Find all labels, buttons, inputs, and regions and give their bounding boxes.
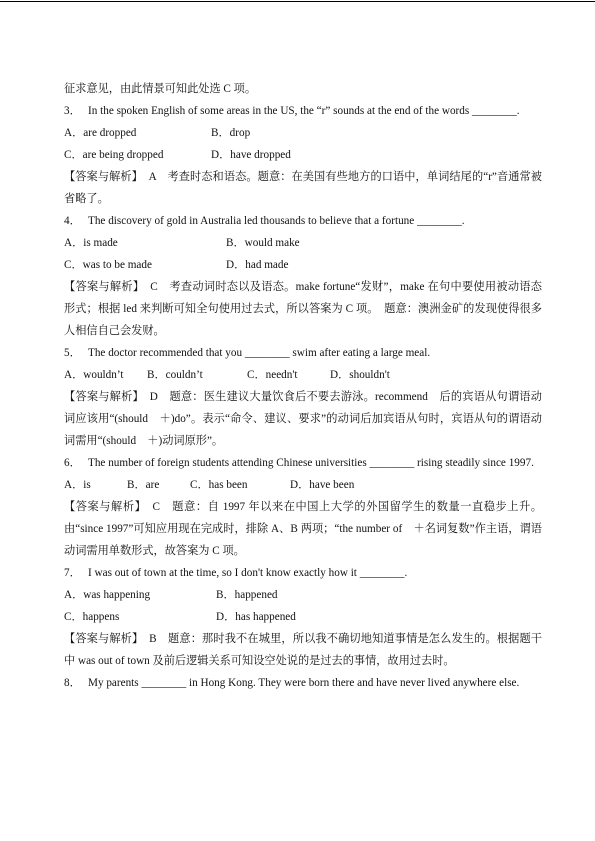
- option-d: D．have been: [290, 479, 355, 491]
- option-b: B．drop: [211, 127, 251, 139]
- document-page: [64, 78, 542, 694]
- option-a: A．are dropped: [64, 127, 137, 139]
- option-a: A．is: [64, 479, 91, 491]
- question-8: [64, 672, 542, 694]
- question-text: The number of foreign students attending Chinese universities ________ rising steadily since 1997.: [88, 457, 534, 469]
- option-d: D．has happened: [216, 611, 296, 623]
- options-row: [64, 364, 542, 386]
- option-d: D．shouldn't: [330, 369, 390, 381]
- question-number: 6．: [64, 457, 81, 469]
- option-c: C．was to be made: [64, 259, 152, 271]
- answer-explanation-4: 【答案与解析】 C 考查动词时态以及语态。make fortune“发财”，make 在句中要使用被动语态形式；根据 led 来判断可知全句使用过去式，所以答案为 C 项。 题意：澳洲金矿的发现使得很多人相信自己会发财。: [64, 281, 542, 337]
- question-number: 5．: [64, 347, 81, 359]
- option-d: D．had made: [226, 259, 289, 271]
- question-number: 7．: [64, 567, 81, 579]
- question-number: 3．: [64, 105, 81, 117]
- header-rule: [0, 1, 595, 2]
- option-a: A．wouldn’t: [64, 369, 124, 381]
- option-a: A．was happening: [64, 589, 151, 601]
- question-text: My parents ________ in Hong Kong. They were born there and have never lived anywhere else.: [88, 677, 520, 689]
- options-row: [64, 144, 542, 166]
- option-b: B．couldn’t: [147, 369, 203, 381]
- option-b: B．happened: [216, 589, 278, 601]
- question-text: The discovery of gold in Australia led thousands to believe that a fortune ________.: [88, 215, 465, 227]
- question-3: [64, 100, 542, 122]
- option-c: C．are being dropped: [64, 149, 164, 161]
- question-number: 4．: [64, 215, 81, 227]
- question-text: I was out of town at the time, so I don't know exactly how it ________.: [88, 567, 408, 579]
- answer-explanation-7: 【答案与解析】 B 题意：那时我不在城里，所以我不确切地知道事情是怎么发生的。根据题干中 was out of town 及前后逻辑关系可知设空处说的是过去的事情，故用过去时。: [64, 633, 542, 667]
- question-4: [64, 210, 542, 232]
- prev-answer-continuation: 征求意见，由此情景可知此处选 C 项。: [64, 83, 257, 95]
- answer-explanation-5: 【答案与解析】 D 题意：医生建议大量饮食后不要去游泳。recommend 后的宾语从句谓语动词应该用“(should ＋)do”。表示“命令、建议、要求”的动词后加宾语从句时，宾语从句的谓语动词需用“(should ＋)动词原形”。: [64, 391, 542, 447]
- options-row: [64, 232, 542, 254]
- answer-explanation-3: 【答案与解析】 A 考查时态和语态。题意：在美国有些地方的口语中，单词结尾的“r”音通常被省略了。: [64, 171, 542, 205]
- option-c: C．has been: [190, 479, 248, 491]
- options-row: [64, 606, 542, 628]
- question-5: [64, 342, 542, 364]
- answer-explanation-6: 【答案与解析】 C 题意：自 1997 年以来在中国上大学的外国留学生的数量一直稳步上升。由“since 1997”可知应用现在完成时，排除 A、B 两项；“the number of ＋名词复数”作主语，谓语动词需用单数形式，故答案为 C 项。: [64, 501, 542, 557]
- options-row: [64, 254, 542, 276]
- question-6: [64, 452, 542, 474]
- option-a: A．is made: [64, 237, 118, 249]
- options-row: [64, 474, 542, 496]
- question-text: In the spoken English of some areas in the US, the “r” sounds at the end of the words ________.: [88, 105, 520, 117]
- option-b: B．are: [127, 479, 160, 491]
- options-row: [64, 584, 542, 606]
- option-d: D．have dropped: [211, 149, 291, 161]
- option-b: B．would make: [226, 237, 300, 249]
- options-row: [64, 122, 542, 144]
- question-7: [64, 562, 542, 584]
- question-text: The doctor recommended that you ________ swim after eating a large meal.: [88, 347, 431, 359]
- option-c: C．needn't: [247, 369, 298, 381]
- option-c: C．happens: [64, 611, 120, 623]
- question-number: 8．: [64, 677, 81, 689]
